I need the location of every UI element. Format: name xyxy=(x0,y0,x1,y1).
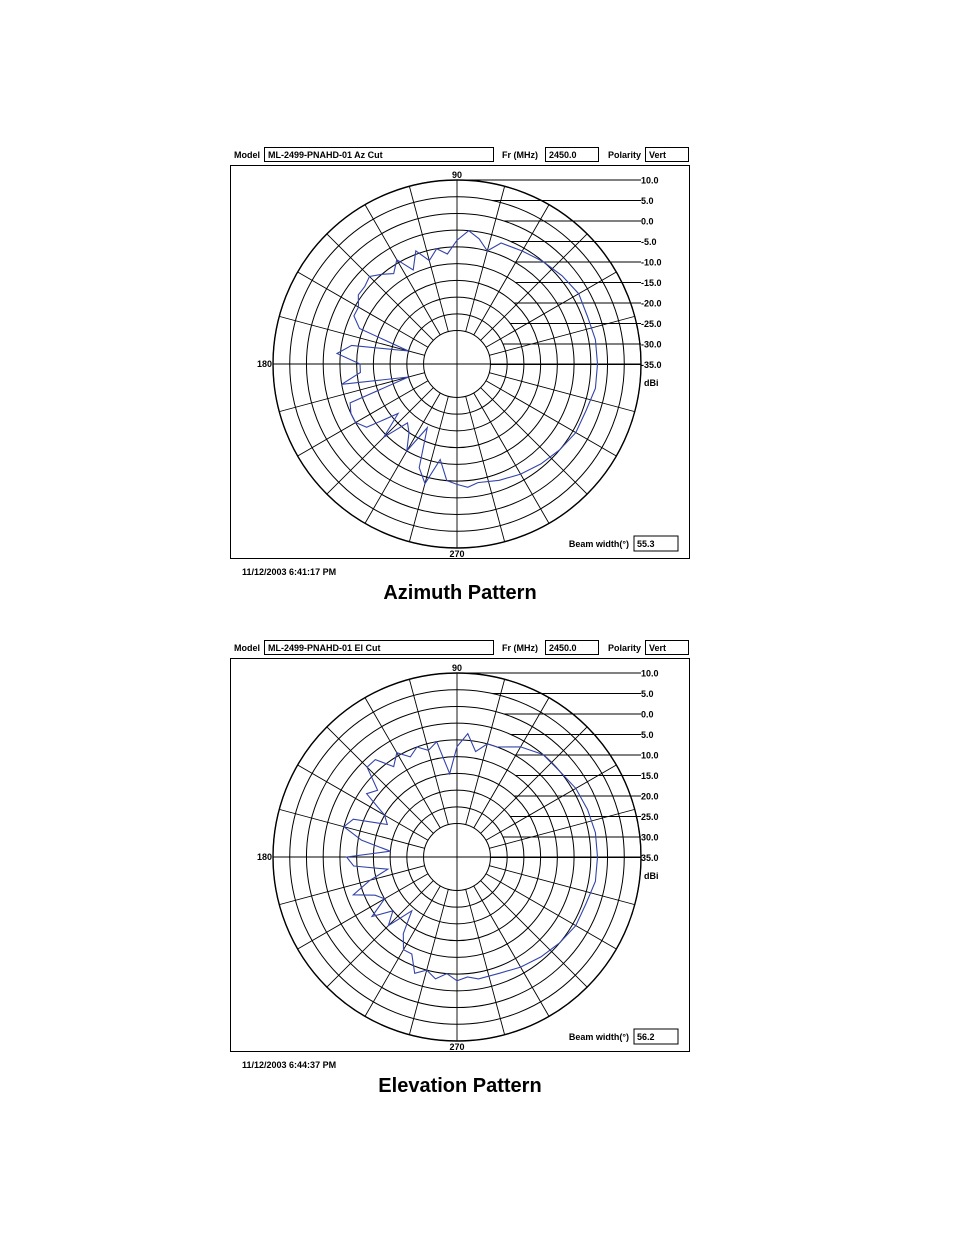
timestamp: 11/12/2003 6:44:37 PM xyxy=(242,1060,337,1070)
polar-plot-frame xyxy=(230,165,690,559)
beam-width-value: 56.2 xyxy=(637,1032,655,1042)
radial-tick-label: -35.0 xyxy=(641,360,662,370)
timestamp: 11/12/2003 6:41:17 PM xyxy=(242,567,337,577)
grid-spoke xyxy=(481,234,587,340)
grid-spoke xyxy=(481,388,587,494)
grid-spoke xyxy=(298,272,428,347)
angle-label-270: 270 xyxy=(449,549,465,558)
polar-plot-frame xyxy=(230,658,690,1052)
model-label: Model xyxy=(234,150,260,160)
radial-tick-label: 5.0 xyxy=(641,689,654,699)
grid-spoke xyxy=(409,396,448,541)
polarity-field[interactable]: Vert xyxy=(645,147,689,162)
grid-spoke xyxy=(327,388,433,494)
radial-tick-label: -30.0 xyxy=(641,339,662,350)
chart-caption: Elevation Pattern xyxy=(378,1075,542,1097)
polarity-label: Polarity xyxy=(608,150,642,160)
grid-spoke xyxy=(365,393,440,523)
radial-tick-label: 30.0 xyxy=(641,832,659,843)
model-field[interactable]: ML-2499-PNAHD-01 Az Cut xyxy=(264,147,494,162)
grid-spoke xyxy=(327,727,433,833)
grid-spoke xyxy=(298,874,428,949)
grid-spoke xyxy=(481,881,587,987)
angle-label-90: 90 xyxy=(451,663,463,673)
radial-tick-label: 25.0 xyxy=(641,812,659,822)
radial-tick-label: -10.0 xyxy=(641,257,662,268)
grid-spoke xyxy=(474,698,549,828)
grid-spoke xyxy=(327,234,433,340)
angle-label-180: 180 xyxy=(256,359,272,369)
grid-spoke xyxy=(409,679,448,824)
polarity-field[interactable]: Vert xyxy=(645,640,689,655)
grid-spoke xyxy=(466,186,505,331)
grid-spoke xyxy=(279,316,424,355)
radial-tick-label: 10.0 xyxy=(641,668,659,679)
grid-spoke xyxy=(474,205,549,335)
grid-spoke xyxy=(365,886,440,1016)
radial-tick-label: -25.0 xyxy=(641,319,662,329)
elevation-panel xyxy=(230,640,690,1110)
grid-spoke xyxy=(279,866,424,905)
beam-width-label: Beam width(°) xyxy=(568,1032,629,1042)
beam-width-label: Beam width(°) xyxy=(568,539,629,549)
angle-label-180: 180 xyxy=(256,852,272,862)
radial-tick-label: 20.0 xyxy=(641,791,659,802)
grid-spoke xyxy=(474,393,549,523)
radial-tick-label: 0.0 xyxy=(641,709,654,720)
radial-unit-label: dBi xyxy=(644,871,659,881)
radial-tick-label: -20.0 xyxy=(641,298,662,309)
grid-spoke xyxy=(409,889,448,1034)
radial-unit-label: dBi xyxy=(644,378,659,388)
polarity-label: Polarity xyxy=(608,643,642,653)
grid-spoke xyxy=(486,874,616,949)
radial-tick-label: 35.0 xyxy=(641,853,659,863)
grid-spoke xyxy=(298,765,428,840)
frequency-label: Fr (MHz) xyxy=(502,150,538,160)
frequency-field[interactable]: 2450.0 xyxy=(545,640,599,655)
grid-spoke xyxy=(486,765,616,840)
radial-tick-label: 5.0 xyxy=(641,196,654,206)
model-field[interactable]: ML-2499-PNAHD-01 El Cut xyxy=(264,640,494,655)
frequency-field[interactable]: 2450.0 xyxy=(545,147,599,162)
grid-spoke xyxy=(298,381,428,456)
radial-tick-label: 0.0 xyxy=(641,216,654,227)
grid-spoke xyxy=(365,698,440,828)
frequency-label: Fr (MHz) xyxy=(502,643,538,653)
grid-spoke xyxy=(466,679,505,824)
grid-spoke xyxy=(486,381,616,456)
grid-spoke xyxy=(481,727,587,833)
grid-spoke xyxy=(489,809,634,848)
radial-tick-label: 10.0 xyxy=(641,175,659,186)
grid-spoke xyxy=(466,889,505,1034)
grid-spoke xyxy=(474,886,549,1016)
model-label: Model xyxy=(234,643,260,653)
grid-spoke xyxy=(489,866,634,905)
grid-spoke xyxy=(365,205,440,335)
beam-width-value: 55.3 xyxy=(637,539,655,549)
elevation-polar-chart xyxy=(231,659,689,1051)
chart-header xyxy=(230,640,690,660)
radial-tick-label: -5.0 xyxy=(641,237,657,247)
radial-tick-label: 15.0 xyxy=(641,771,659,781)
grid-spoke xyxy=(279,809,424,848)
grid-spoke xyxy=(489,373,634,412)
grid-spoke xyxy=(279,373,424,412)
grid-spoke xyxy=(466,396,505,541)
radial-tick-label: 10.0 xyxy=(641,750,659,761)
grid-spoke xyxy=(486,272,616,347)
grid-spoke xyxy=(489,316,634,355)
chart-header xyxy=(230,147,690,167)
radial-tick-label: -15.0 xyxy=(641,278,662,288)
chart-caption: Azimuth Pattern xyxy=(383,582,537,604)
radial-tick-label: 5.0 xyxy=(641,730,654,740)
angle-label-270: 270 xyxy=(449,1042,465,1051)
angle-label-90: 90 xyxy=(451,170,463,180)
azimuth-polar-chart xyxy=(231,166,689,558)
azimuth-panel xyxy=(230,147,690,617)
